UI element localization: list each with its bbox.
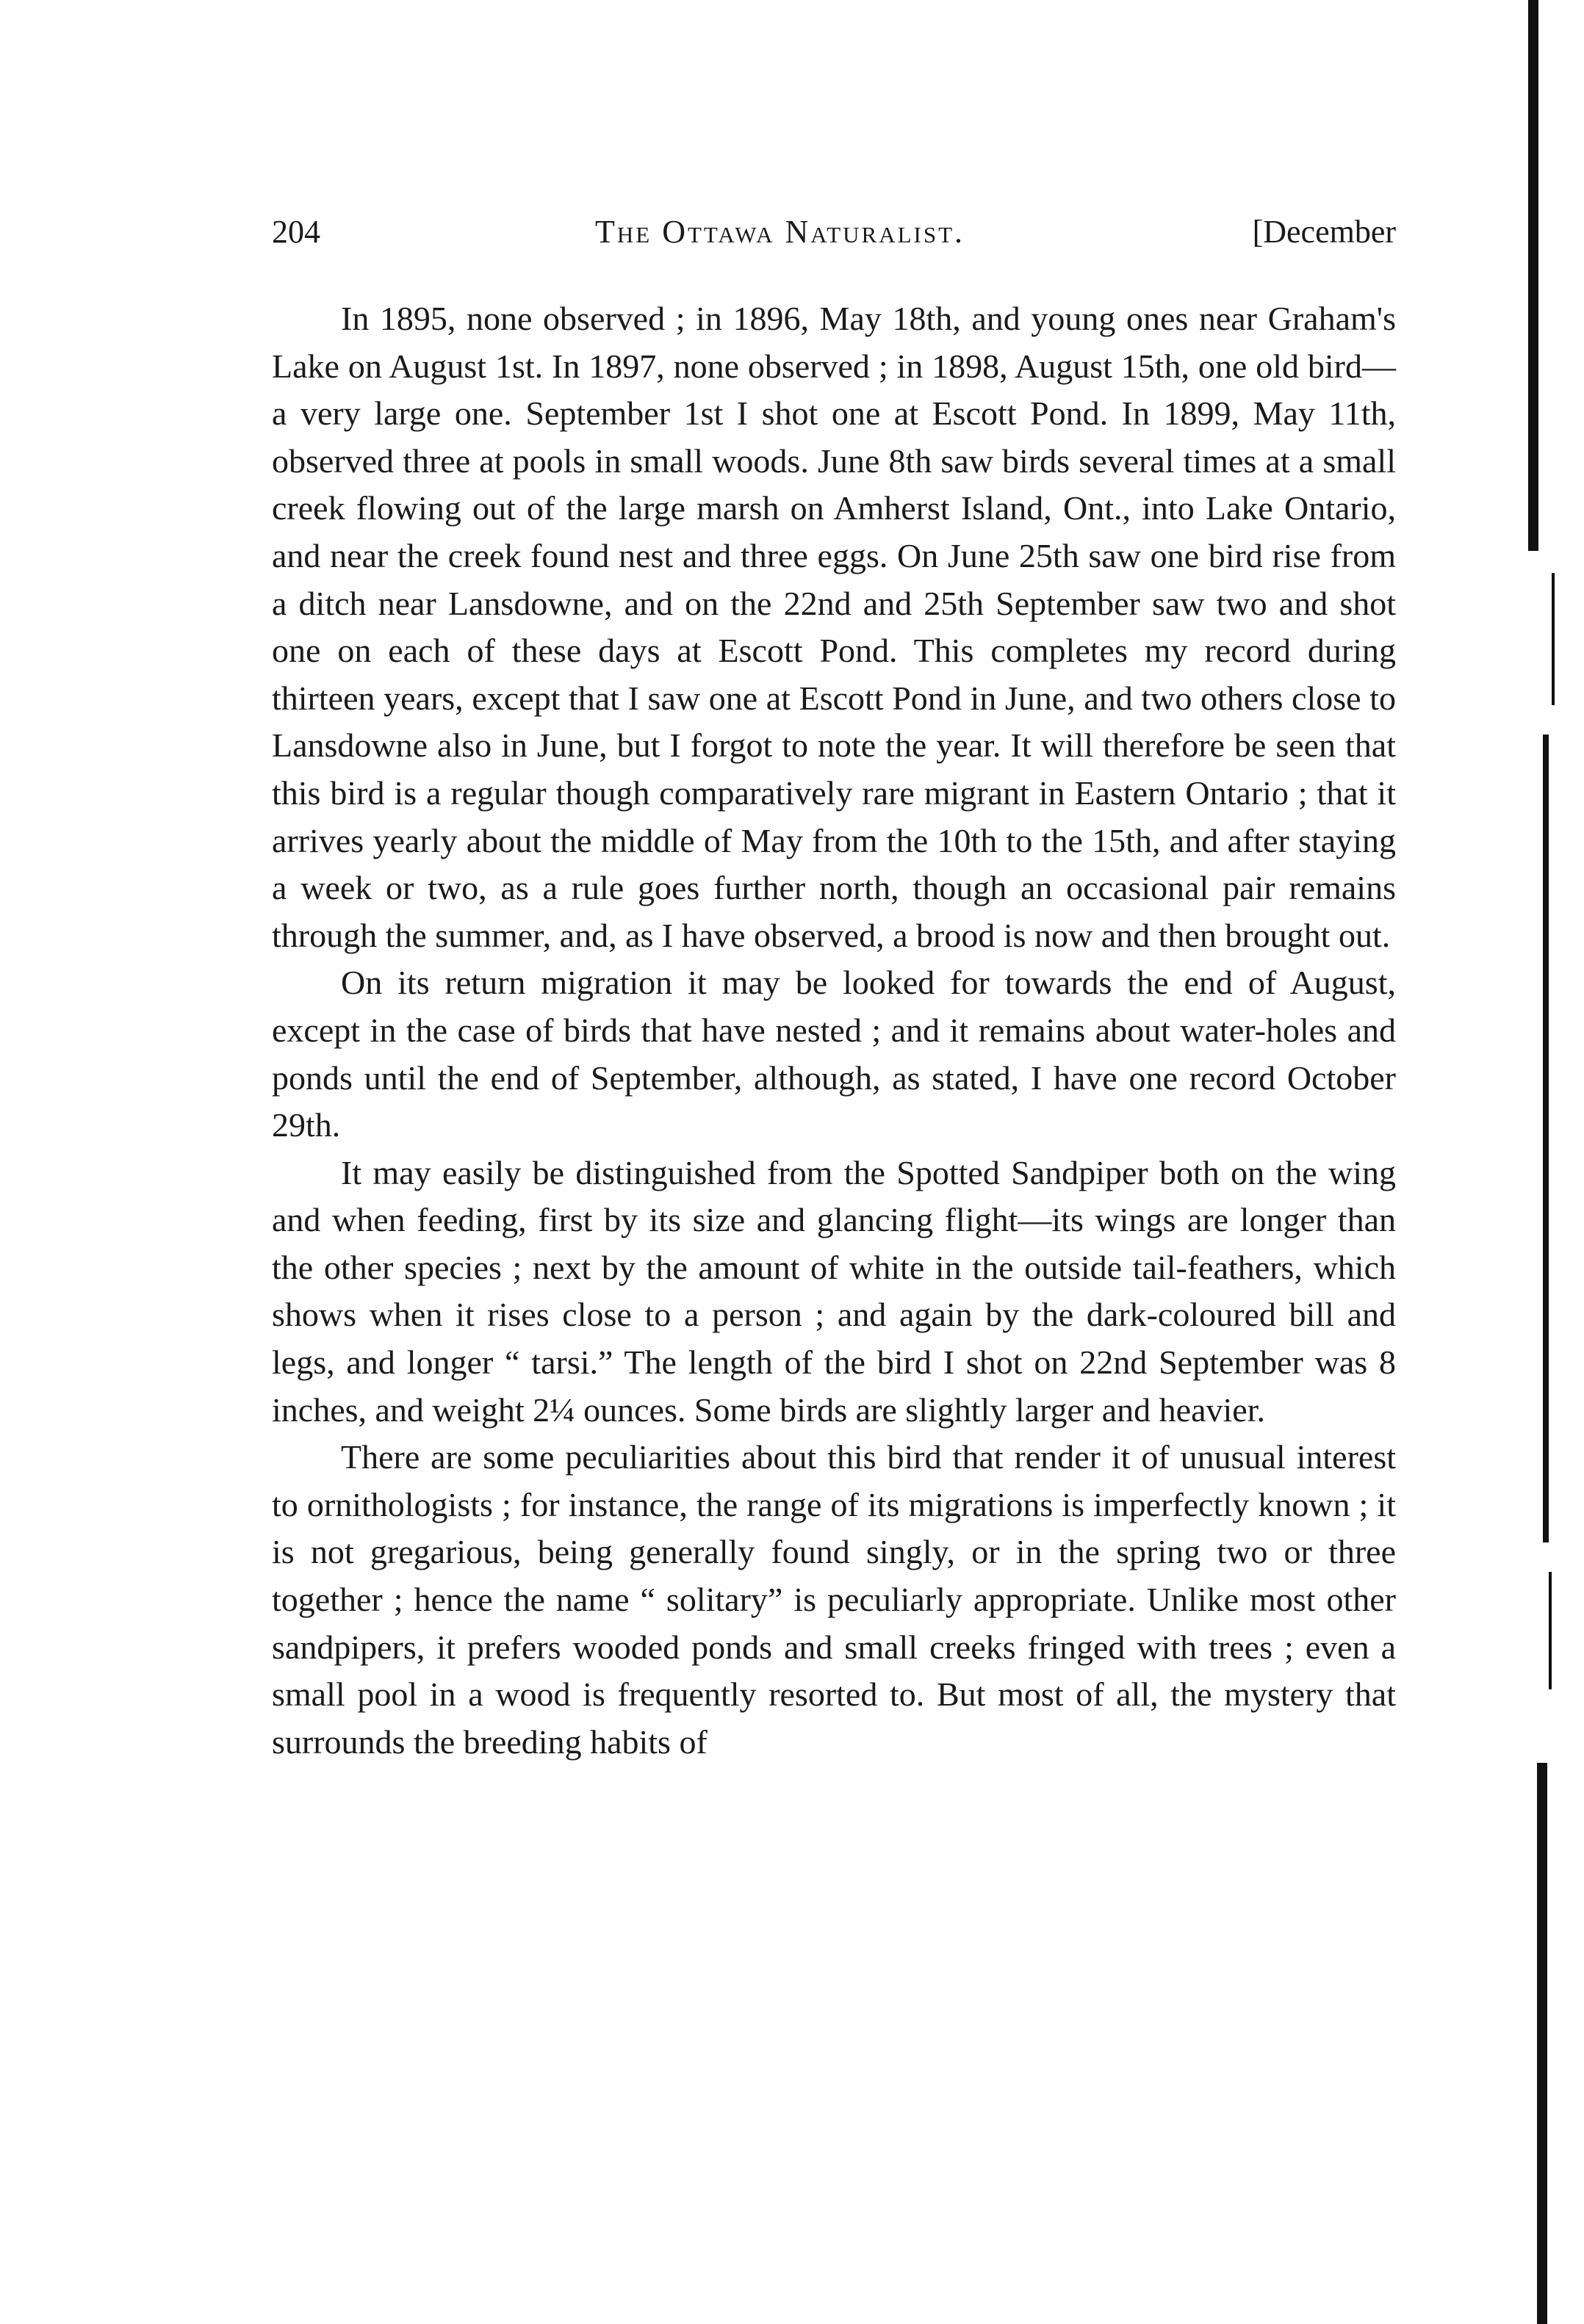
scan-edge-mark bbox=[1537, 1763, 1547, 2324]
paragraph: It may easily be distinguished from the Spotted Sandpiper both on the wing and when feeding, first by its size and glancing flight—its wings are longer than the other species ; next by the amount of white in the outside tail-feathers, which shows when it rises close to a person ; and again by the dark-coloured bill and legs, and longer “ tarsi.” The length of the bird I shot on 22nd September was 8 inches, and weight 2¼ ounces. Some birds are slightly larger and heavier. bbox=[272, 1153, 1396, 1429]
scan-edge-mark bbox=[1528, 0, 1538, 551]
scan-edge-mark bbox=[1552, 573, 1555, 705]
scan-edge-mark bbox=[1549, 1572, 1552, 1689]
paragraph: On its return migration it may be looked for towards the end of August, except in the case of birds that have nested ; and it remains about water-holes and ponds until the end of September, although, as stated, I have one record October 29th. bbox=[272, 964, 1396, 1144]
paragraph: There are some peculiarities about this bird that render it of unusual interest to ornithologists ; for instance, the range of its migrations is imperfectly known ; it is not gregarious, being generally found singly, or in the spring two or three together ; hence the name “ solitary” is peculiarly appropriate. Unlike most other sandpipers, it prefers wooded ponds and small creeks fringed with trees ; even a small pool in a wood is frequently resorted to. But most of all, the mystery that surrounds the breeding habits of bbox=[272, 1438, 1396, 1761]
page-header bbox=[272, 210, 1396, 254]
running-title: The Ottawa Naturalist. bbox=[595, 214, 965, 250]
running-month: [December bbox=[1252, 214, 1396, 250]
paragraph: In 1895, none observed ; in 1896, May 18th, and young ones near Graham's Lake on August 1st. In 1897, none observed ; in 1898, August 15th, one old bird—a very large one. September 1st I shot one at Escott Pond. In 1899, May 11th, observed three at pools in small woods. June 8th saw birds several times at a small creek flowing out of the large marsh on Amherst Island, Ont., into Lake Ontario, and near the creek found nest and three eggs. On June 25th saw one bird rise from a ditch near Lansdowne, and on the 22nd and 25th September saw two and shot one on each of these days at Escott Pond. This completes my record during thirteen years, except that I saw one at Escott Pond in June, and two others close to Lansdowne also in June, but I forgot to note the year. It will therefore be seen that this bird is a regular though comparatively rare migrant in Eastern Ontario ; that it arrives yearly about the middle of May from the 10th to the 15th, and after staying a week or two, as a rule goes further north, though an occasional pair remains through the summer, and, as I have observed, a brood is now and then brought out. bbox=[272, 300, 1396, 954]
article-body bbox=[272, 295, 1396, 1766]
scan-edge-mark bbox=[1543, 735, 1549, 1542]
page-number: 204 bbox=[272, 214, 320, 250]
